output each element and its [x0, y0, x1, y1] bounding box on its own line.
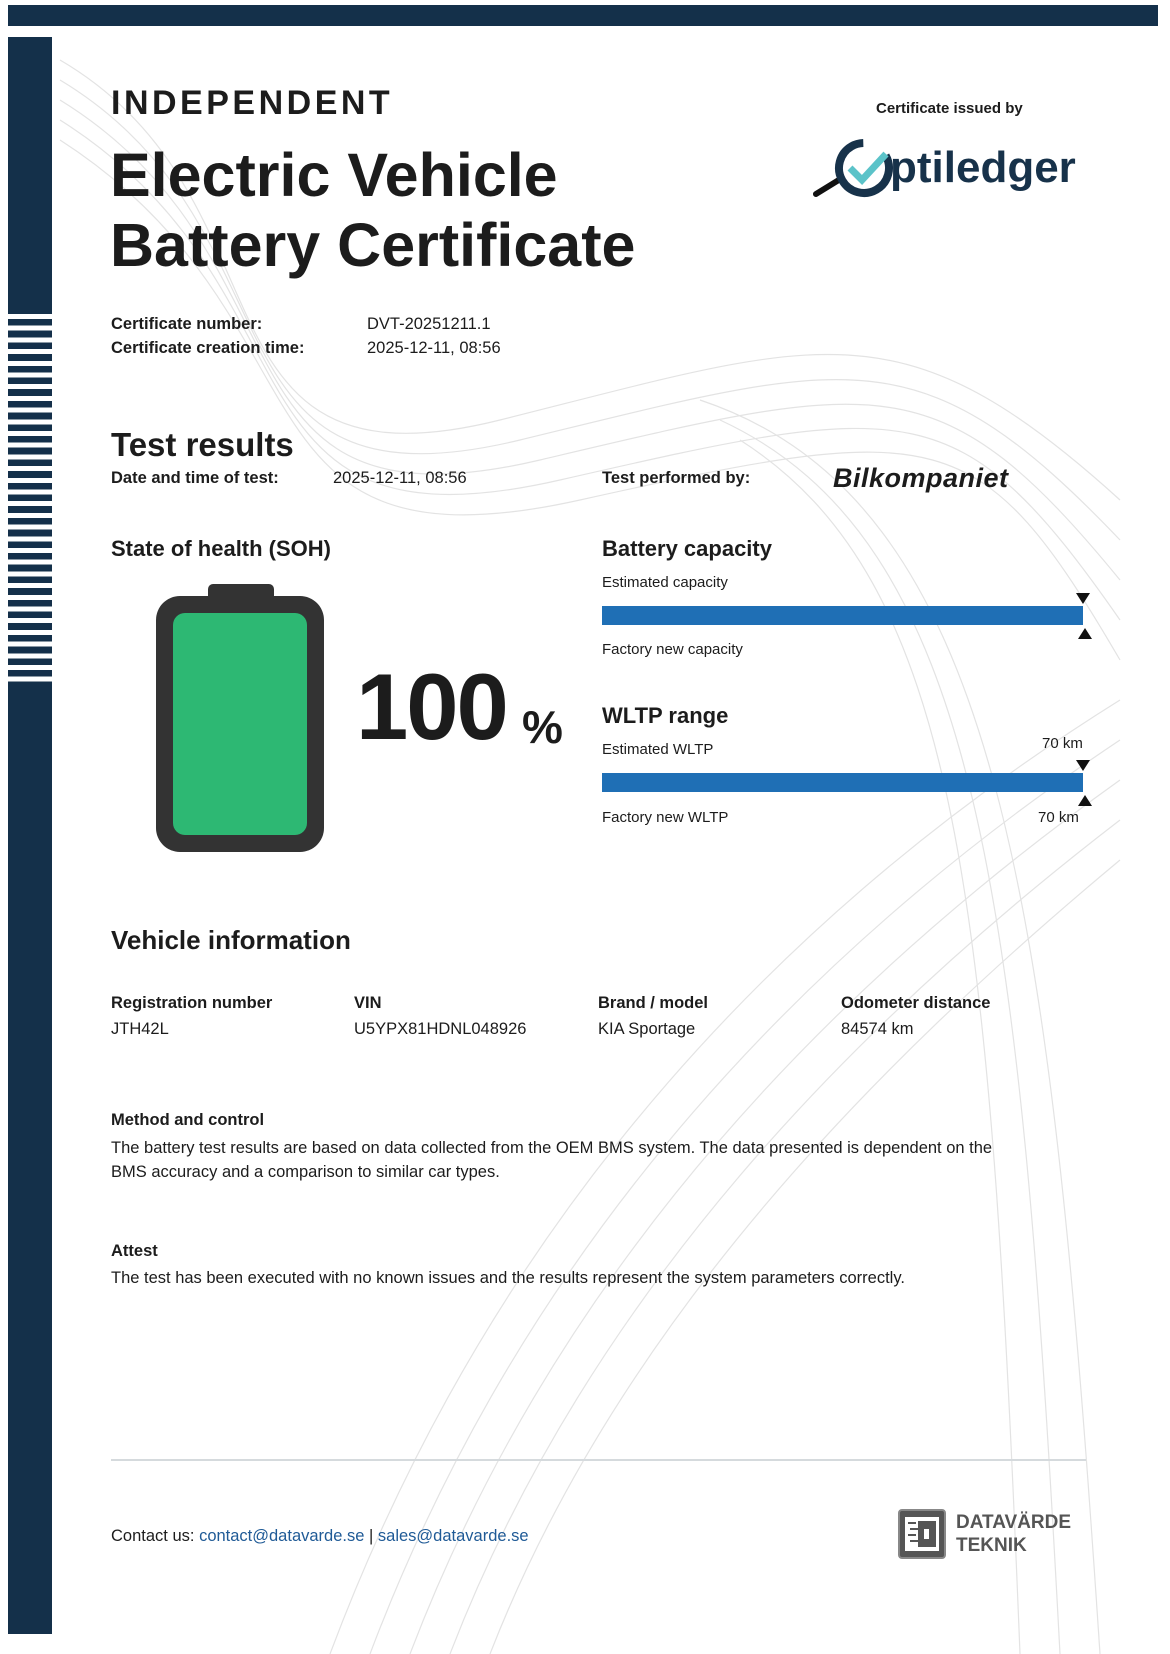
capacity-bar — [602, 606, 1083, 625]
battery-icon — [156, 584, 326, 859]
test-date-label: Date and time of test: — [111, 469, 279, 487]
certificate-number-label: Certificate number: — [111, 315, 263, 333]
soh-value: 100 — [356, 654, 507, 759]
page-title — [110, 140, 635, 280]
estimated-marker-icon — [1076, 593, 1090, 604]
estimated-wltp-value: 70 km — [1042, 735, 1083, 752]
contact-line — [111, 1527, 529, 1546]
side-bar — [8, 37, 52, 1634]
factory-marker-icon — [1078, 628, 1092, 639]
capacity-heading: Battery capacity — [602, 536, 772, 561]
estimated-capacity-label: Estimated capacity — [602, 574, 728, 591]
test-date: 2025-12-11, 08:56 — [333, 469, 467, 487]
field-label: Registration number — [111, 994, 273, 1012]
datavarde-logo — [898, 1509, 1078, 1559]
title-line-1: Electric Vehicle — [110, 141, 558, 209]
wltp-bar — [602, 773, 1083, 792]
sales-email-link[interactable]: sales@datavarde.se — [377, 1527, 529, 1545]
creation-time: 2025-12-11, 08:56 — [367, 339, 501, 357]
factory-wltp-value: 70 km — [1038, 809, 1079, 826]
estimated-marker-icon — [1076, 760, 1090, 771]
wltp-heading: WLTP range — [602, 703, 729, 728]
factory-wltp-label: Factory new WLTP — [602, 809, 729, 826]
field-value: 84574 km — [841, 1020, 914, 1038]
battery-fill — [173, 613, 307, 835]
field-label: VIN — [354, 994, 382, 1012]
method-heading: Method and control — [111, 1111, 265, 1129]
field-label: Odometer distance — [841, 994, 991, 1012]
divider — [111, 1459, 1086, 1461]
issued-by-label: Certificate issued by — [876, 100, 1023, 117]
optiledger-logo — [812, 136, 1082, 206]
logo-line-1: DATAVÄRDE — [956, 1512, 1072, 1533]
creation-time-label: Certificate creation time: — [111, 339, 305, 357]
soh-heading: State of health (SOH) — [111, 536, 332, 561]
contact-label: Contact us: — [111, 1527, 195, 1545]
test-results-heading: Test results — [111, 426, 294, 463]
factory-marker-icon — [1078, 795, 1092, 806]
field-value: JTH42L — [111, 1020, 169, 1038]
top-bar — [8, 5, 1158, 26]
separator: | — [369, 1527, 374, 1545]
factory-capacity-label: Factory new capacity — [602, 641, 743, 658]
performer-logo: Bilkompaniet — [833, 463, 1009, 493]
attest-text: The test has been executed with no known issues and the results represent the system parameters correctly. — [111, 1269, 905, 1287]
method-text-line-2: BMS accuracy and a comparison to similar car types. — [111, 1163, 500, 1181]
estimated-wltp-label: Estimated WLTP — [602, 741, 714, 758]
attest-heading: Attest — [111, 1242, 158, 1260]
side-bar-stripes — [8, 314, 52, 684]
method-text-line-1: The battery test results are based on data collected from the OEM BMS system. The data presented is dependent on the — [111, 1139, 993, 1157]
vehicle-heading: Vehicle information — [111, 925, 351, 955]
certificate-number: DVT-20251211.1 — [367, 315, 491, 333]
soh-unit: % — [522, 701, 563, 753]
field-value: KIA Sportage — [598, 1020, 696, 1038]
performed-by-label: Test performed by: — [602, 469, 751, 487]
kicker: INDEPENDENT — [111, 84, 394, 122]
svg-text:ptiledger: ptiledger — [890, 143, 1076, 192]
field-label: Brand / model — [598, 994, 709, 1012]
datavarde-logo-icon — [898, 1509, 948, 1559]
title-line-2: Battery Certificate — [110, 211, 636, 279]
field-value: U5YPX81HDNL048926 — [354, 1020, 527, 1038]
contact-email-link[interactable]: contact@datavarde.se — [199, 1527, 365, 1545]
logo-line-2: TEKNIK — [956, 1535, 1027, 1556]
